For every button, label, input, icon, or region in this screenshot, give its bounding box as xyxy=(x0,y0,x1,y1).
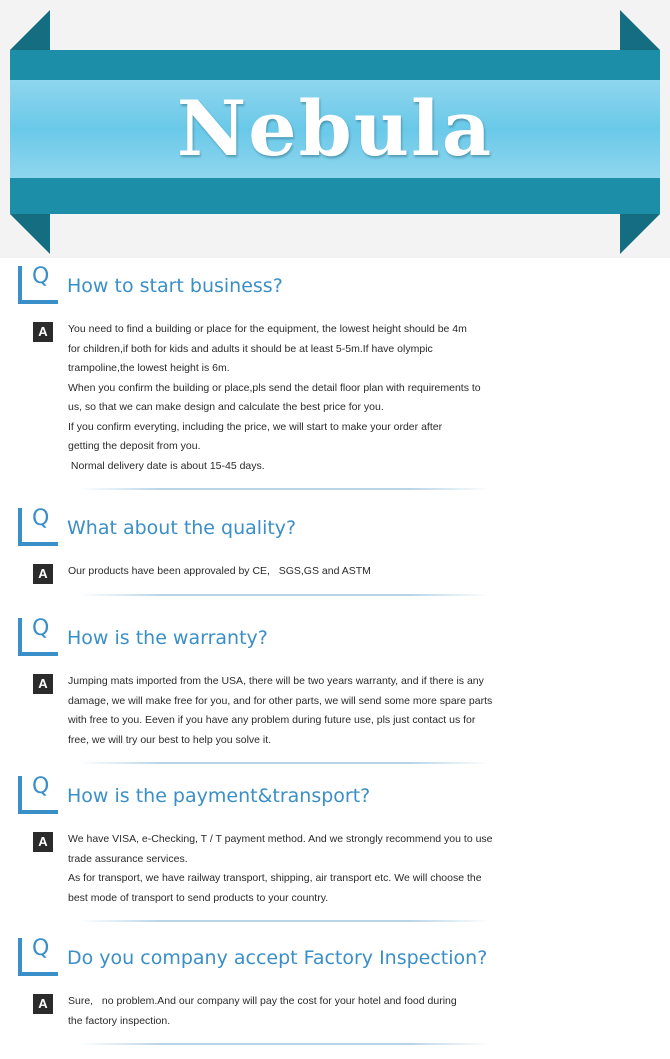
answer-row xyxy=(0,552,670,582)
ribbon-fold-top-left xyxy=(10,10,50,50)
answer-line: You need to find a building or place for the equipment, the lowest height should be 4m xyxy=(68,323,467,335)
faq-item xyxy=(0,930,670,1050)
faq-item xyxy=(0,768,670,930)
answer-row xyxy=(0,820,670,908)
answer-row xyxy=(0,310,670,476)
answer-line: damage, we will make free for you, and for other parts, we will send some more spare parts xyxy=(68,694,493,707)
question-row xyxy=(0,768,670,820)
answer-line: free, we will try our best to help you solve it. xyxy=(68,733,272,746)
answer-line: We have VISA, e-Checking, T / T payment method. And we strongly recommend you to use xyxy=(68,833,493,845)
answer-mark-icon: A xyxy=(33,674,53,694)
answer-row xyxy=(0,982,670,1031)
answer-text xyxy=(68,830,548,908)
divider xyxy=(80,1043,490,1045)
question-row xyxy=(0,500,670,552)
answer-mark-icon: A xyxy=(33,832,53,852)
divider xyxy=(80,762,490,764)
answer-line: trampoline,the lowest height is 6m. xyxy=(68,362,230,374)
banner xyxy=(0,0,670,258)
answer-mark-icon: A xyxy=(33,564,53,584)
faq-item xyxy=(0,258,670,500)
answer-line: Our products have been approvaled by CE, SGS,GS and ASTM xyxy=(68,565,371,577)
question-mark-icon: Q xyxy=(18,776,56,814)
brand-title: Nebula xyxy=(176,84,494,173)
answer-line: getting the deposit from you. xyxy=(68,440,201,452)
divider xyxy=(80,488,490,490)
ribbon-fold-bottom-right xyxy=(620,214,660,254)
answer-text xyxy=(68,992,548,1031)
question-mark-icon: Q xyxy=(18,618,56,656)
question-text: What about the quality? xyxy=(67,517,297,539)
faq-item xyxy=(0,610,670,768)
answer-line: If you confirm everyting, including the price, we will start to make your order after xyxy=(68,420,443,433)
question-mark-icon: Q xyxy=(18,508,56,546)
faq-list xyxy=(0,258,670,1050)
ribbon-fold-top-right xyxy=(620,10,660,50)
answer-line: best mode of transport to send products to your country. xyxy=(68,891,329,904)
answer-text xyxy=(68,562,548,582)
answer-line: Jumping mats imported from the USA, there will be two years warranty, and if there is any xyxy=(68,675,484,687)
ribbon-bottom-band xyxy=(10,178,660,214)
question-row xyxy=(0,258,670,310)
question-mark-icon: Q xyxy=(18,266,56,304)
divider xyxy=(80,594,490,596)
answer-row xyxy=(0,662,670,750)
answer-line: Normal delivery date is about 15-45 days. xyxy=(68,459,265,472)
faq-item xyxy=(0,500,670,610)
question-text: How is the warranty? xyxy=(67,627,268,649)
answer-line: with free to you. Eeven if you have any problem during future use, pls just contact us for xyxy=(68,714,476,726)
ribbon-top-band xyxy=(10,50,660,80)
answer-line: the factory inspection. xyxy=(68,1014,171,1027)
question-text: How to start business? xyxy=(67,275,283,297)
answer-line: trade assurance services. xyxy=(68,852,188,865)
question-mark-icon: Q xyxy=(18,938,56,976)
divider xyxy=(80,920,490,922)
question-row xyxy=(0,930,670,982)
answer-line: Sure, no problem.And our company will pay the cost for your hotel and food during xyxy=(68,995,457,1007)
answer-line: for children,if both for kids and adults it should be at least 5-5m.If have olympic xyxy=(68,342,433,355)
question-row xyxy=(0,610,670,662)
answer-line: us, so that we can make design and calculate the best price for you. xyxy=(68,401,384,413)
question-text: Do you company accept Factory Inspection? xyxy=(67,947,488,969)
answer-line: When you confirm the building or place,pls send the detail floor plan with requirements to xyxy=(68,381,481,394)
answer-line: As for transport, we have railway transport, shipping, air transport etc. We will choose the xyxy=(68,872,482,884)
answer-mark-icon: A xyxy=(33,994,53,1014)
question-text: How is the payment&transport? xyxy=(67,785,371,807)
answer-mark-icon: A xyxy=(33,322,53,342)
ribbon-fold-bottom-left xyxy=(10,214,50,254)
answer-text xyxy=(68,320,548,476)
answer-text xyxy=(68,672,548,750)
